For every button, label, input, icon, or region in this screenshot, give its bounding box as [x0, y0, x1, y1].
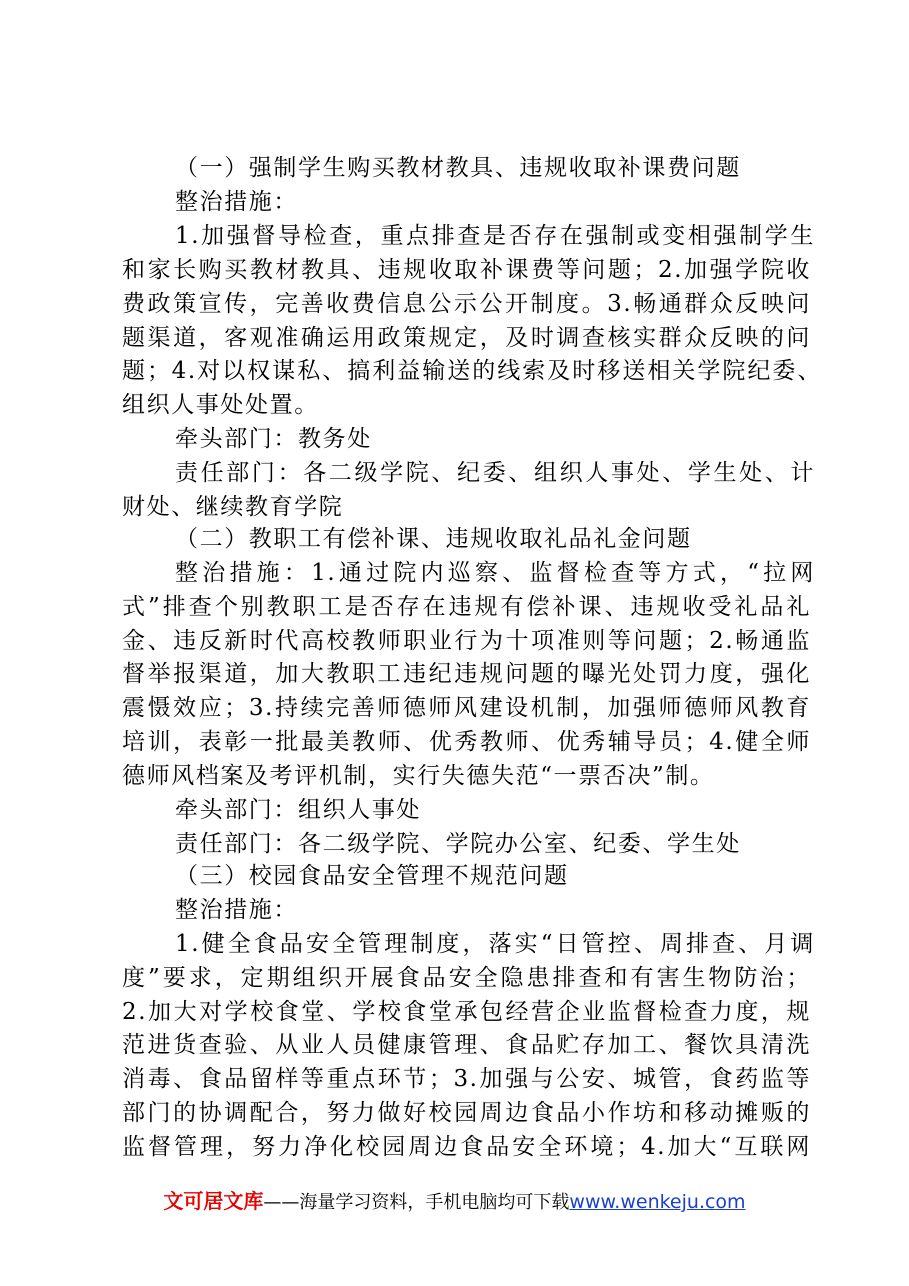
section-1-responsible-depts: 责任部门：各二级学院、纪委、组织人事处、学生处、计	[175, 460, 815, 486]
section-3-body-line: 1.健全食品安全管理制度，落实“日管控、周排查、月调	[175, 931, 815, 957]
section-3-body-line: 消毒、食品留样等重点环节；3.加强与公安、城管，食药监等	[122, 1066, 811, 1092]
section-3-body-line: 部门的协调配合，努力做好校园周边食品小作坊和移动摊贩的	[122, 1100, 811, 1126]
section-3-body-line: 2.加大对学校食堂、学校食堂承包经营企业监督检查力度，规	[122, 999, 811, 1025]
section-3-heading: （三）校园食品安全管理不规范问题	[175, 863, 569, 889]
section-1-body-line: 题；4.对以权谋私、搞利益输送的线索及时移送相关学院纪委、	[122, 358, 822, 384]
section-2-body-line: 培训，表彰一批最美教师、优秀教师、优秀辅导员；4.健全师	[122, 729, 811, 755]
section-2-body-line: 震慑效应；3.持续完善师德师风建设机制，加强师德师风教育	[122, 695, 811, 721]
section-2-body-line: 式”排查个别教职工是否存在违规有偿补课、违规收受礼品礼	[122, 594, 811, 620]
section-3-body-line: 度”要求，定期组织开展食品安全隐患排查和有害生物防治；	[122, 965, 811, 991]
footer-slogan: ——海量学习资料，手机电脑均可下载	[263, 1192, 570, 1213]
section-1-heading: （一）强制学生购买教材教具、违规收取补课费问题	[175, 155, 741, 181]
section-3-body-line: 范进货查验、从业人员健康管理、食品贮存加工、餐饮具清洗	[122, 1032, 811, 1058]
section-2-body-line: 金、违反新时代高校教师职业行为十项准则等问题；2.畅通监	[122, 628, 811, 654]
section-2-lead-dept: 牵头部门：组织人事处	[175, 797, 421, 823]
section-1-measures-label: 整治措施：	[175, 189, 298, 215]
footer-url-link[interactable]: www.wenkeju.com	[569, 1191, 746, 1213]
section-3-body-line: 监督管理，努力净化校园周边食品安全环境；4.加大“互联网	[122, 1134, 811, 1160]
section-2-heading: （二）教职工有偿补课、违规收取礼品礼金问题	[175, 526, 692, 552]
footer-banner	[0, 1185, 909, 1214]
section-1-body-line: 1.加强督导检查，重点排查是否存在强制或变相强制学生	[175, 223, 815, 249]
section-1-body-line: 费政策宣传，完善收费信息公示公开制度。3.畅通群众反映问	[122, 291, 811, 317]
section-1-responsible-depts: 财处、继续教育学院	[122, 494, 344, 520]
section-1-body-line: 题渠道，客观准确运用政策规定，及时调查核实群众反映的问	[122, 325, 811, 351]
section-1-lead-dept: 牵头部门：教务处	[175, 426, 372, 452]
section-1-body-line: 和家长购买教材教具、违规收取补课费等问题；2.加强学院收	[122, 257, 811, 283]
section-2-body-line: 德师风档案及考评机制，实行失德失范“一票否决”制。	[122, 763, 715, 789]
section-2-responsible-depts: 责任部门：各二级学院、学院办公室、纪委、学生处	[175, 831, 741, 857]
section-3-measures-label: 整治措施：	[175, 897, 298, 923]
footer-brand: 文可居文库	[163, 1189, 264, 1213]
section-1-body-line: 组织人事处处置。	[122, 392, 319, 418]
section-2-body-line: 整治措施：1.通过院内巡察、监督检查等方式，“拉网	[175, 560, 815, 586]
section-2-body-line: 督举报渠道，加大教职工违纪违规问题的曝光处罚力度，强化	[122, 661, 811, 687]
